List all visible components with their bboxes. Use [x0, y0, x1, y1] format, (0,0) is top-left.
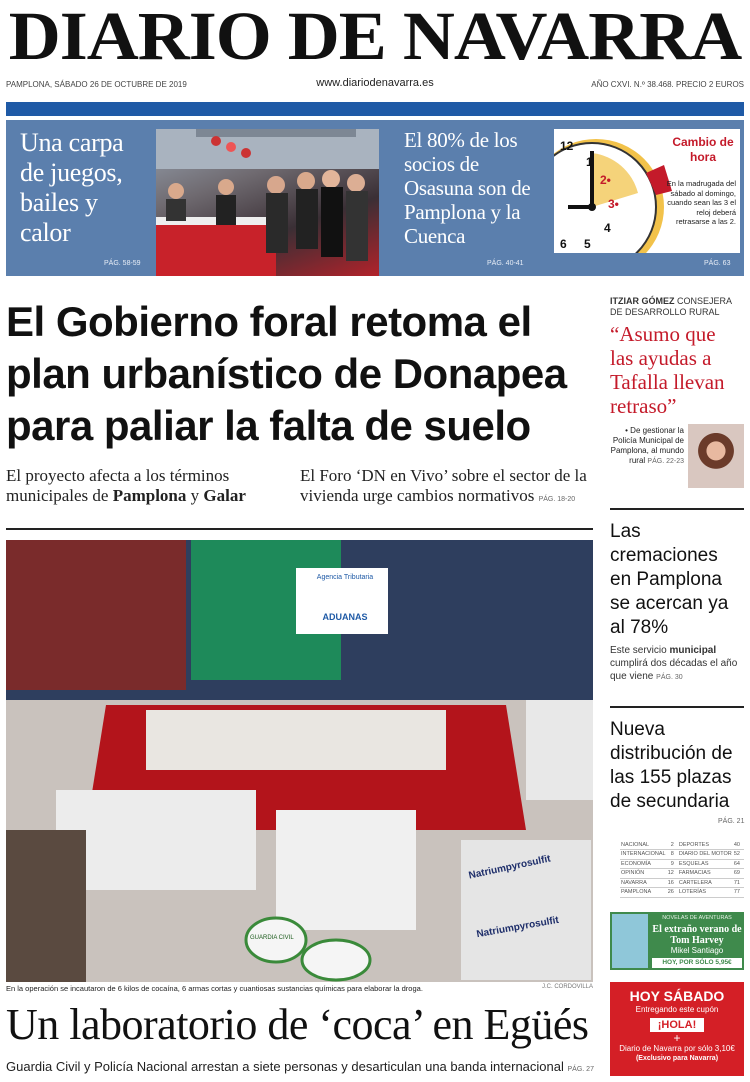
teaser-headline: El 80% de los socios de Osasuna son de Pamplona y la Cuenca [404, 128, 531, 248]
divider [610, 508, 744, 510]
promo-novela[interactable] [610, 912, 744, 970]
deck-text: cumplirá dos décadas el año que viene [610, 658, 738, 682]
index-row [620, 869, 744, 879]
index-section[interactable]: DEPORTES [678, 840, 733, 850]
teaser-page: PÁG. 40-41 [487, 260, 524, 267]
clock-number: 5 [584, 237, 591, 251]
index-page: 40 [733, 840, 744, 850]
brief-cremaciones-deck [610, 644, 744, 684]
brief-cremaciones-headline[interactable]: Las cremaciones en Pamplona se acercan ya al 78% [610, 521, 729, 638]
index-page: 12 [667, 869, 678, 879]
index-row [620, 850, 744, 860]
index-row [620, 878, 744, 888]
promo-title: El extraño verano de Tom Harvey [652, 924, 742, 946]
index-section[interactable]: CARTELERA [678, 878, 733, 888]
chemical-bag-label: Natriumpyrosulfit [467, 853, 552, 882]
interviewee-name: ITZIAR GÓMEZ [610, 296, 675, 306]
index-section[interactable]: DIARIO DEL MOTOR [678, 851, 732, 858]
promo-brand: ¡HOLA! [650, 1018, 704, 1032]
clock-title: Cambio de hora [672, 135, 734, 164]
brand-bar [6, 102, 744, 116]
index-page: 9 [667, 859, 678, 869]
index-section[interactable]: NACIONAL [620, 840, 667, 850]
promo-author: Mikel Santiago [670, 946, 724, 955]
index-section[interactable]: NAVARRA [620, 878, 667, 888]
interview-quote[interactable]: “Asumo que las ayudas a Tafalla llevan retraso” [610, 322, 725, 418]
index-table [620, 840, 744, 898]
note-page: PÁG. 22-23 [647, 458, 684, 465]
lead-headline[interactable]: El Gobierno foral retoma el plan urbanístico de Donapea para paliar la falta de suelo [6, 298, 567, 449]
index-row [620, 840, 744, 850]
clock-text: En la madrugada del sábado al domingo, cuando sean las 3 el reloj deberá retrasarse a las 2. [666, 179, 736, 226]
promo-kicker: NOVELAS DE AVENTURAS [662, 915, 732, 921]
clock-number: 1 [586, 155, 593, 169]
date-text: PAMPLONA, SÁBADO 26 DE OCTUBRE DE 2019 [6, 80, 187, 89]
chemical-bag-label: Natriumpyrosulfit [475, 914, 560, 941]
caption-text: En la operación se incautaron de 6 kilos de cocaína, 6 armas cortas y cuantiosas sustancias químicas para elaborar la droga. [6, 984, 423, 993]
photo-caption [6, 984, 593, 996]
index-section[interactable]: PAMPLONA [620, 888, 667, 898]
index-section[interactable]: OPINIÓN [620, 869, 667, 879]
promo-hola[interactable] [610, 982, 744, 1076]
promo-sub: Entregando este cupón [635, 1005, 719, 1014]
lead-photo[interactable] [6, 540, 593, 982]
second-headline[interactable]: Un laboratorio de ‘coca’ en Egüés [6, 1000, 589, 1049]
interviewee-role: CONSEJERA DE DESARROLLO RURAL [610, 296, 732, 317]
teaser-page: PÁG. 58-59 [104, 260, 141, 267]
index-page: 77 [733, 888, 744, 898]
dateline [6, 78, 744, 94]
deck-page: PÁG. 30 [656, 674, 683, 681]
issue-info: AÑO CXVI. N.º 38.468. PRECIO 2 EUROS [591, 80, 744, 89]
index-page: 69 [733, 869, 744, 879]
crowd-illustration [156, 129, 379, 276]
clock-number: 12 [560, 139, 574, 153]
index-page: 64 [733, 859, 744, 869]
deck-page: PÁG. 27 [567, 1066, 594, 1073]
index-section[interactable]: ECONOMÍA [620, 859, 667, 869]
index-page: 71 [733, 878, 744, 888]
seizure-illustration [6, 540, 593, 982]
lead-deck-left [6, 466, 286, 506]
deck-bold: municipal [669, 645, 717, 656]
clock-number: 6 [560, 237, 567, 251]
second-deck [6, 1059, 600, 1074]
agency-sign: Agencia Tributaria [316, 574, 374, 581]
index-section[interactable]: LOTERÍAS [678, 888, 733, 898]
deck-text: y [186, 486, 204, 505]
teaser-carpa[interactable] [20, 128, 152, 248]
index-section[interactable]: FARMACIAS [678, 869, 733, 879]
index-row [620, 888, 744, 898]
customs-sign: ADUANAS [322, 612, 368, 622]
brief-plazas-headline[interactable]: Nueva distribución de las 155 plazas de secundaria [610, 719, 733, 812]
bucket-label: GUARDIA CIVIL [250, 935, 294, 941]
index-page: 16 [667, 878, 678, 888]
deck-text: Guardia Civil y Policía Nacional arrestan a siete personas y desarticulan una banda internacional [6, 1059, 564, 1074]
promo-title: HOY SÁBADO [629, 988, 725, 1004]
website-link[interactable]: www.diariodenavarra.es [316, 77, 434, 89]
index-section[interactable]: ESQUELAS [678, 859, 733, 869]
promo-note: (Exclusivo para Navarra) [635, 1055, 719, 1062]
teaser-headline: Una carpa de juegos, bailes y calor [20, 128, 124, 247]
deck-text: El Foro ‘DN en Vivo’ sobre el sector de la vivienda urge cambios normativos [300, 466, 587, 505]
divider [6, 528, 593, 530]
index-section[interactable]: INTERNACIONAL [621, 851, 666, 858]
index-page: 8 [667, 850, 678, 860]
deck-page: PÁG. 18-20 [538, 496, 576, 503]
interview-byline [610, 296, 744, 318]
clock-number: 2• [600, 173, 611, 187]
clock-number: 4 [604, 221, 611, 235]
promo-plus: + [673, 1031, 681, 1045]
index-page: 26 [667, 888, 678, 898]
teaser-photo-carpa[interactable] [156, 129, 379, 276]
teaser-osasuna[interactable] [404, 128, 534, 248]
index-page: 52 [733, 850, 744, 860]
deck-bold: Pamplona [112, 486, 187, 505]
photo-credit: J.C. CORDOVILLA [541, 984, 593, 990]
lead-deck-right [300, 466, 594, 510]
brief-plazas-page: PÁG. 21 [718, 818, 745, 825]
promo-price: HOY, POR SÓLO 5,95€ [652, 958, 742, 968]
teaser-page: PÁG. 63 [704, 260, 731, 267]
masthead[interactable]: DIARIO DE NAVARRA [8, 0, 742, 74]
book-cover [612, 914, 648, 968]
deck-text: El proyecto afecta a los términos municipales de [6, 466, 230, 505]
interview-note [610, 426, 684, 467]
interviewee-portrait [688, 424, 744, 488]
promo-offer: Diario de Navarra por sólo 3,10€ [619, 1044, 735, 1053]
index-page: 2 [667, 840, 678, 850]
deck-bold: Galar [203, 486, 246, 505]
clock-number: 3• [608, 197, 619, 211]
teaser-cambio-hora[interactable] [554, 129, 740, 253]
index-row [620, 859, 744, 869]
divider [610, 706, 744, 708]
note-text: • De gestionar la Policía Municipal de Pamplona, al mundo rural [610, 426, 684, 465]
deck-text: Este servicio [610, 645, 670, 656]
